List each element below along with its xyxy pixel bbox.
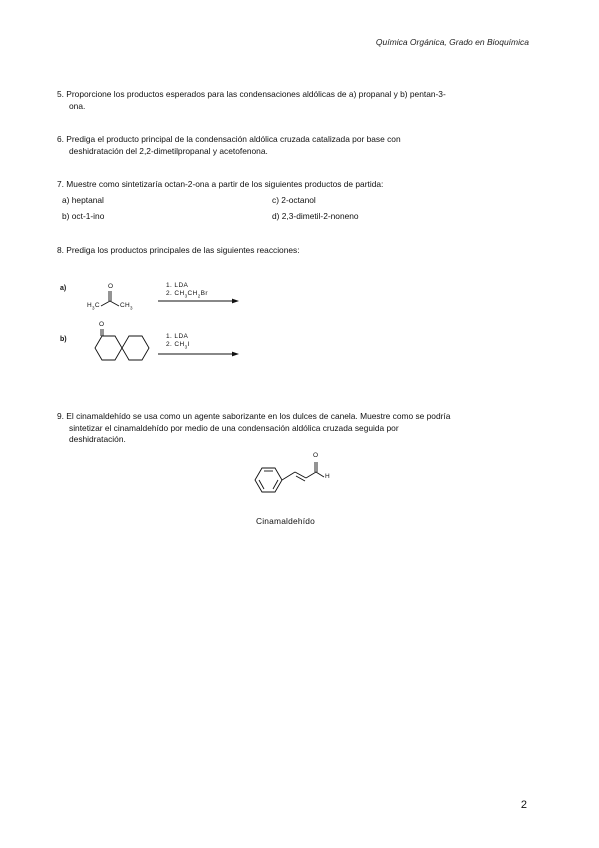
reaction-a-reagent-2-mid: CH <box>187 290 198 297</box>
question-5-line-2: ona. <box>69 100 86 111</box>
decalone-right-ring <box>122 336 149 360</box>
question-9-line-1: 9. El cinamaldehído se usa como un agente saborizante en los dulces de canela. Muestre como se podría <box>57 411 451 421</box>
question-8 <box>57 245 528 257</box>
question-7-line-1: 7. Muestre como sintetizaría octan-2-ona a partir de los siguientes productos de partida: <box>57 179 384 189</box>
reaction-a-reagent-2-prefix: 2. CH <box>166 290 185 297</box>
acetone-right-ch: CH <box>120 302 130 309</box>
decalone-structure <box>86 323 160 373</box>
cinnamaldehyde-hydrogen-label: H <box>325 473 330 480</box>
acetone-left-sub: 3 <box>92 305 95 311</box>
question-6 <box>57 134 528 157</box>
chain-bond-2 <box>306 472 316 478</box>
acetone-left-c: C <box>94 302 100 309</box>
reaction-a-arrow-head <box>232 299 239 304</box>
acetone-right-sub: 3 <box>130 305 133 311</box>
reaction-a-label: a) <box>60 285 67 292</box>
course-header: Química Orgánica, Grado en Bioquímica <box>375 37 529 47</box>
question-5-line-1: 5. Proporcione los productos esperados para las condensaciones aldólicas de a) propanal y b) pentan-3- <box>57 89 446 99</box>
reaction-b-reagent-2-suffix: I <box>187 341 190 348</box>
question-8-line-1: 8. Prediga los productos principales de las siguientes reacciones: <box>57 245 300 255</box>
reaction-a-reagent-2-sub-1: 3 <box>184 293 188 299</box>
reaction-a-arrow <box>158 297 240 305</box>
acetone-right-methyl-label <box>120 302 133 310</box>
aldehyde-ch-bond <box>316 472 324 477</box>
acetone-left-h: H <box>87 302 92 309</box>
chain-bond-1 <box>282 472 295 480</box>
question-6-line-1: 6. Prediga el producto principal de la condensación aldólica cruzada catalizada por base con <box>57 134 401 144</box>
reaction-b-arrow <box>158 350 240 358</box>
reaction-b-reagents <box>166 333 190 351</box>
decalone-left-ring <box>95 336 122 360</box>
question-9 <box>57 411 528 446</box>
reaction-b-label: b) <box>60 336 67 343</box>
question-9-line-3: deshidratación. <box>69 434 126 444</box>
acetone-oxygen-label: O <box>108 283 114 290</box>
page-number: 2 <box>520 799 527 811</box>
cinnamaldehyde-caption: Cinamaldehído <box>256 516 315 526</box>
acetone-bond-left <box>101 301 110 306</box>
reaction-a-reagent-1: 1. LDA <box>166 282 189 289</box>
reaction-b-reagent-1: 1. LDA <box>166 333 189 340</box>
option-a: a) heptanal <box>62 195 104 205</box>
decalone-oxygen-label: O <box>99 321 105 328</box>
question-7 <box>57 179 528 191</box>
acetone-bond-right <box>110 301 119 306</box>
reaction-a-reagent-2-suffix: Br <box>200 290 208 297</box>
acetone-left-methyl-label <box>87 302 100 310</box>
option-d: d) 2,3-dimetil-2-noneno <box>272 211 359 221</box>
question-5 <box>57 89 528 112</box>
cinnamaldehyde-structure <box>245 450 345 504</box>
question-7-options <box>62 192 482 224</box>
option-c: c) 2-octanol <box>272 195 316 205</box>
question-6-line-2: deshidratación del 2,2-dimetilpropanal y acetofenona. <box>69 145 268 156</box>
cinnamaldehyde-oxygen-label: O <box>313 452 319 459</box>
reaction-a-reagent-2-sub-2: 2 <box>197 293 201 299</box>
reaction-b-reagent-2-prefix: 2. CH <box>166 341 185 348</box>
reaction-b-reagent-2-sub: 3 <box>184 344 188 350</box>
alkene-bond <box>295 472 306 478</box>
option-b: b) oct-1-ino <box>62 211 105 221</box>
question-9-line-2: sintetizar el cinamaldehído por medio de una condensación aldólica cruzada seguida por <box>69 422 399 433</box>
reaction-b-arrow-head <box>232 352 239 357</box>
